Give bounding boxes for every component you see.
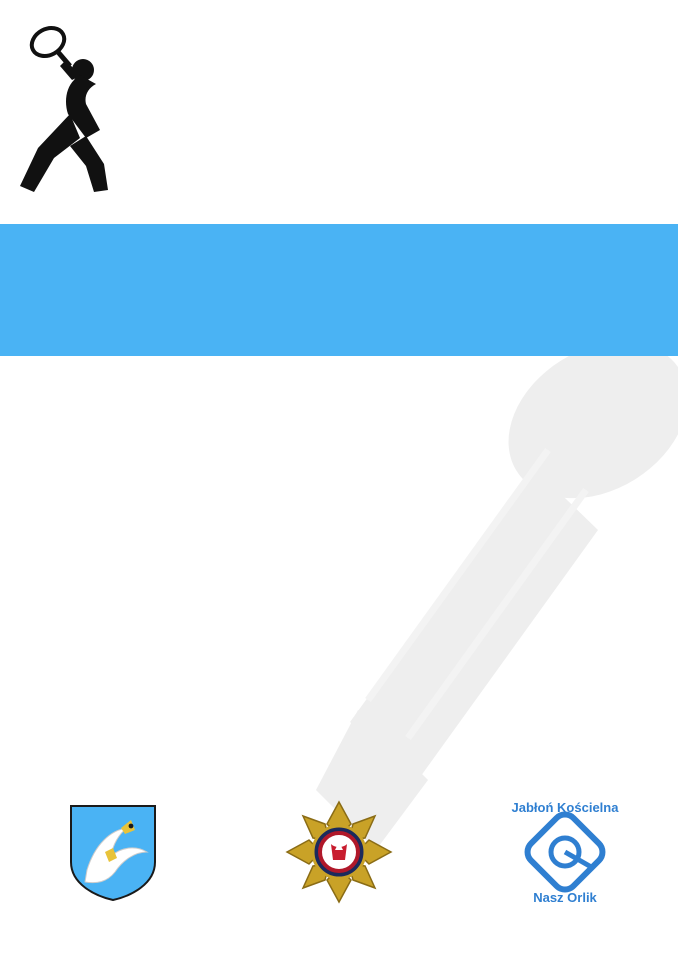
organizer-animator-orlika (452, 784, 678, 908)
organizer-gmina-nowe-piekuty (0, 784, 226, 908)
poster-body (0, 380, 678, 710)
coat-of-arms-gmina-nowe-piekuty-icon (0, 796, 226, 908)
event-info-bar (0, 224, 678, 356)
organizers-row (0, 784, 678, 960)
poster-header (0, 0, 678, 220)
badminton-player-icon (8, 18, 128, 198)
poster-title (118, 18, 670, 24)
orlik-logo-bottom-text: Nasz Orlik (533, 890, 597, 905)
osp-fire-service-emblem-icon (226, 796, 452, 908)
orlik-logo-icon (452, 796, 678, 908)
signup-block (344, 450, 664, 484)
categories-block (20, 450, 340, 496)
organizer-osp-jablon-koscielna (226, 784, 452, 908)
orlik-logo-top-text: Jabłoń Kościelna (511, 800, 619, 815)
